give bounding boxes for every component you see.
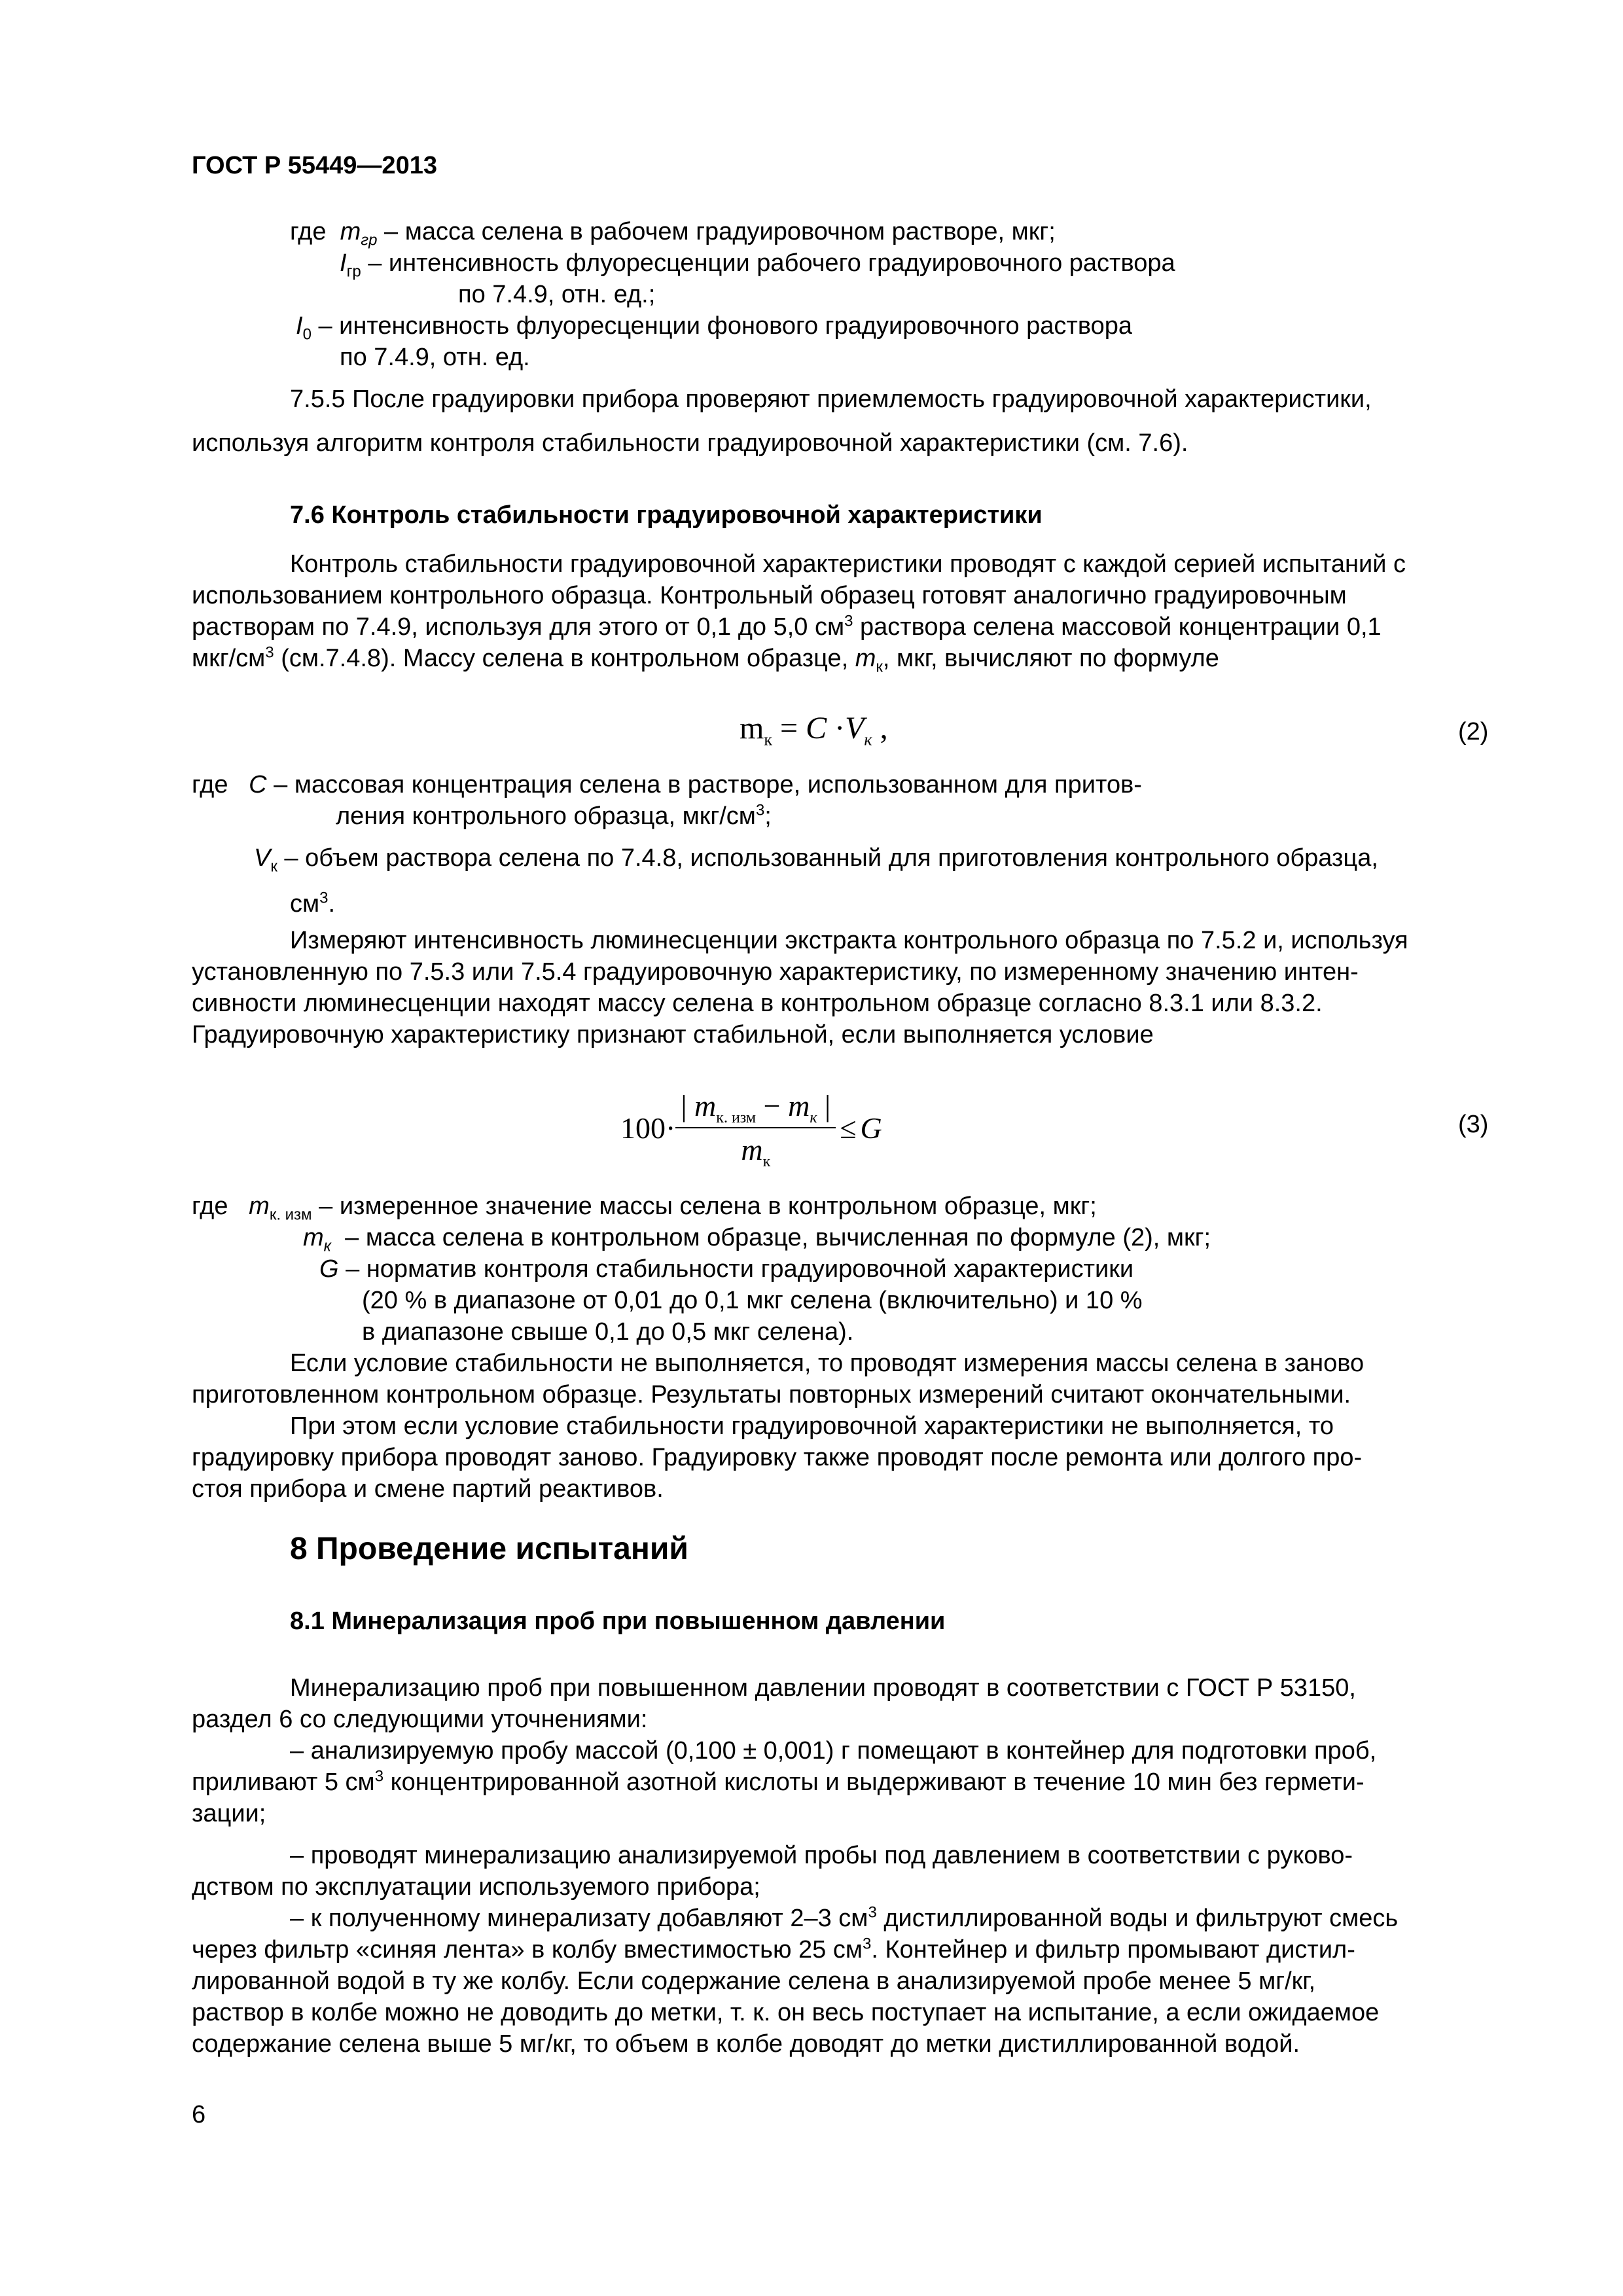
legend-line-v: $V_к$ – объем раствора селена по 7.4.8, использованный для приготовления контрольного образца, bbox=[254, 844, 1378, 876]
legend-line-i0: $I_0$ – интенсивность флуоресценции фонового градуировочного раствора bbox=[296, 312, 1133, 344]
bullet-2-line1: – проводят минерализацию анализируемой пробы под давлением в соответствии с руково- bbox=[290, 1842, 1353, 1869]
section-heading-7-6: 7.6 Контроль стабильности градуировочной характеристики bbox=[290, 501, 1043, 529]
section-heading-8: 8 Проведение испытаний bbox=[290, 1532, 688, 1566]
legend-line-g-cont2: в диапазоне свыше 0,1 до 0,5 мкг селена). bbox=[362, 1318, 854, 1346]
paragraph-7-6-line2: использованием контрольного образца. Контрольный образец готовят аналогично градуировочным bbox=[192, 582, 1347, 609]
bullet-3-line2: через фильтр «синяя лента» в колбу вместимостью 25 $см^3$. Контейнер и фильтр промывают дистил- bbox=[192, 1935, 1355, 1964]
paragraph-fail-line2: приготовленном контрольном образце. Результаты повторных измерений считают окончательными. bbox=[192, 1381, 1351, 1408]
paragraph-7-6-line1: Контроль стабильности градуировочной характеристики проводят с каждой серией испытаний с bbox=[290, 550, 1406, 578]
formula-3: 100· $\frac{| m_{к. изм} - m_к |}{m_к}$ ≤ G bbox=[620, 1089, 882, 1171]
paragraph-8-1-line2: раздел 6 со следующими уточнениями: bbox=[192, 1706, 648, 1733]
formula-2-number: (2) bbox=[1458, 718, 1489, 745]
legend-line-c-cont: ления контрольного образца, мкг/$см^3$; bbox=[336, 801, 772, 830]
paragraph-measure-line2: установленную по 7.5.3 или 7.5.4 градуировочную характеристику, по измеренному значению интен- bbox=[192, 958, 1359, 986]
bullet-1-line2: приливают 5 $см^3$ концентрированной азотной кислоты и выдерживают в течение 10 мин без гермети- bbox=[192, 1767, 1364, 1796]
formula-2: $m_к = C \cdot V_к$ , bbox=[740, 711, 888, 749]
document-header: ГОСТ Р 55449—2013 bbox=[192, 152, 437, 179]
bullet-3-line3: лированной водой в ту же колбу. Если содержание селена в анализируемой пробе менее 5 мг/кг, bbox=[192, 1967, 1316, 1995]
paragraph-measure-line1: Измеряют интенсивность люминесценции экстракта контрольного образца по 7.5.2 и, используя bbox=[290, 927, 1408, 954]
section-heading-8-1: 8.1 Минерализация проб при повышенном давлении bbox=[290, 1607, 946, 1635]
bullet-3-line4: раствор в колбе можно не доводить до метки, т. к. он весь поступает на испытание, а если ожидаемое bbox=[192, 1999, 1380, 2026]
paragraph-7-6-line4: мкг/$см^3$ (см.7.4.8). Массу селена в контрольном образце, $m_к$, мкг, вычисляют по формуле bbox=[192, 643, 1219, 676]
bullet-1-line1: – анализируемую пробу массой (0,100 ± 0,001) г помещают в контейнер для подготовки проб, bbox=[290, 1737, 1377, 1765]
paragraph-fail-line1: Если условие стабильности не выполняется, то проводят измерения массы селена в заново bbox=[290, 1350, 1364, 1377]
legend-line-m-gr: где $m_{гр}$ – масса селена в рабочем градуировочном растворе, мкг; bbox=[290, 218, 1056, 249]
paragraph-measure-line4: Градуировочную характеристику признают стабильной, если выполняется условие bbox=[192, 1021, 1154, 1049]
paragraph-7-5-5-line1: 7.5.5 После градуировки прибора проверяют приемлемость градуировочной характеристики, bbox=[290, 386, 1372, 413]
paragraph-7-6-line3: растворам по 7.4.9, используя для этого от 0,1 до 5,0 $см^3$ раствора селена массовой концентрации 0,1 bbox=[192, 612, 1382, 641]
legend-line-m-k: $m_к$ – масса селена в контрольном образце, вычисленная по формуле (2), мкг; bbox=[303, 1224, 1211, 1255]
legend-line-g: G – норматив контроля стабильности градуировочной характеристики bbox=[319, 1255, 1134, 1283]
bullet-2-line2: дством по эксплуатации используемого прибора; bbox=[192, 1873, 760, 1901]
legend-line-v-cont: $см^3$. bbox=[290, 889, 336, 918]
legend-line-g-cont1: (20 % в диапазоне от 0,01 до 0,1 мкг селена (включительно) и 10 % bbox=[362, 1287, 1143, 1314]
bullet-1-line3: зации; bbox=[192, 1800, 266, 1827]
paragraph-7-5-5-line2: используя алгоритм контроля стабильности градуировочной характеристики (см. 7.6). bbox=[192, 429, 1188, 457]
paragraph-fail-line3: При этом если условие стабильности градуировочной характеристики не выполняется, то bbox=[290, 1412, 1334, 1440]
legend-line-m-izm: где $m_{к. изм}$ – измеренное значение массы селена в контрольном образце, мкг; bbox=[192, 1193, 1097, 1224]
bullet-3-line1: – к полученному минерализату добавляют 2–3 $см^3$ дистиллированной воды и фильтруют смесь bbox=[290, 1903, 1399, 1932]
formula-3-fraction: $\frac{| m_{к. изм} - m_к |}{m_к}$ bbox=[675, 1088, 836, 1167]
paragraph-8-1-line1: Минерализацию проб при повышенном давлении проводят в соответствии с ГОСТ Р 53150, bbox=[290, 1674, 1356, 1702]
paragraph-fail-line4: градуировку прибора проводят заново. Градуировку также проводят после ремонта или долгого про- bbox=[192, 1444, 1363, 1471]
paragraph-measure-line3: сивности люминесценции находят массу селена в контрольном образце согласно 8.3.1 или 8.3.2. bbox=[192, 990, 1323, 1017]
legend-line-i0-cont: по 7.4.9, отн. ед. bbox=[340, 344, 530, 371]
legend-line-i-gr: $I_{гр}$ – интенсивность флуоресценции рабочего градуировочного раствора bbox=[340, 249, 1175, 281]
bullet-3-line5: содержание селена выше 5 мг/кг, то объем в колбе доводят до метки дистиллированной водой. bbox=[192, 2030, 1300, 2058]
legend-line-c: где C – массовая концентрация селена в растворе, использованном для притов- bbox=[192, 771, 1142, 798]
legend-line-i-gr-cont: по 7.4.9, отн. ед.; bbox=[458, 281, 656, 308]
paragraph-fail-line5: стоя прибора и смене партий реактивов. bbox=[192, 1475, 664, 1503]
formula-3-number: (3) bbox=[1458, 1111, 1489, 1138]
page-number: 6 bbox=[192, 2101, 206, 2128]
